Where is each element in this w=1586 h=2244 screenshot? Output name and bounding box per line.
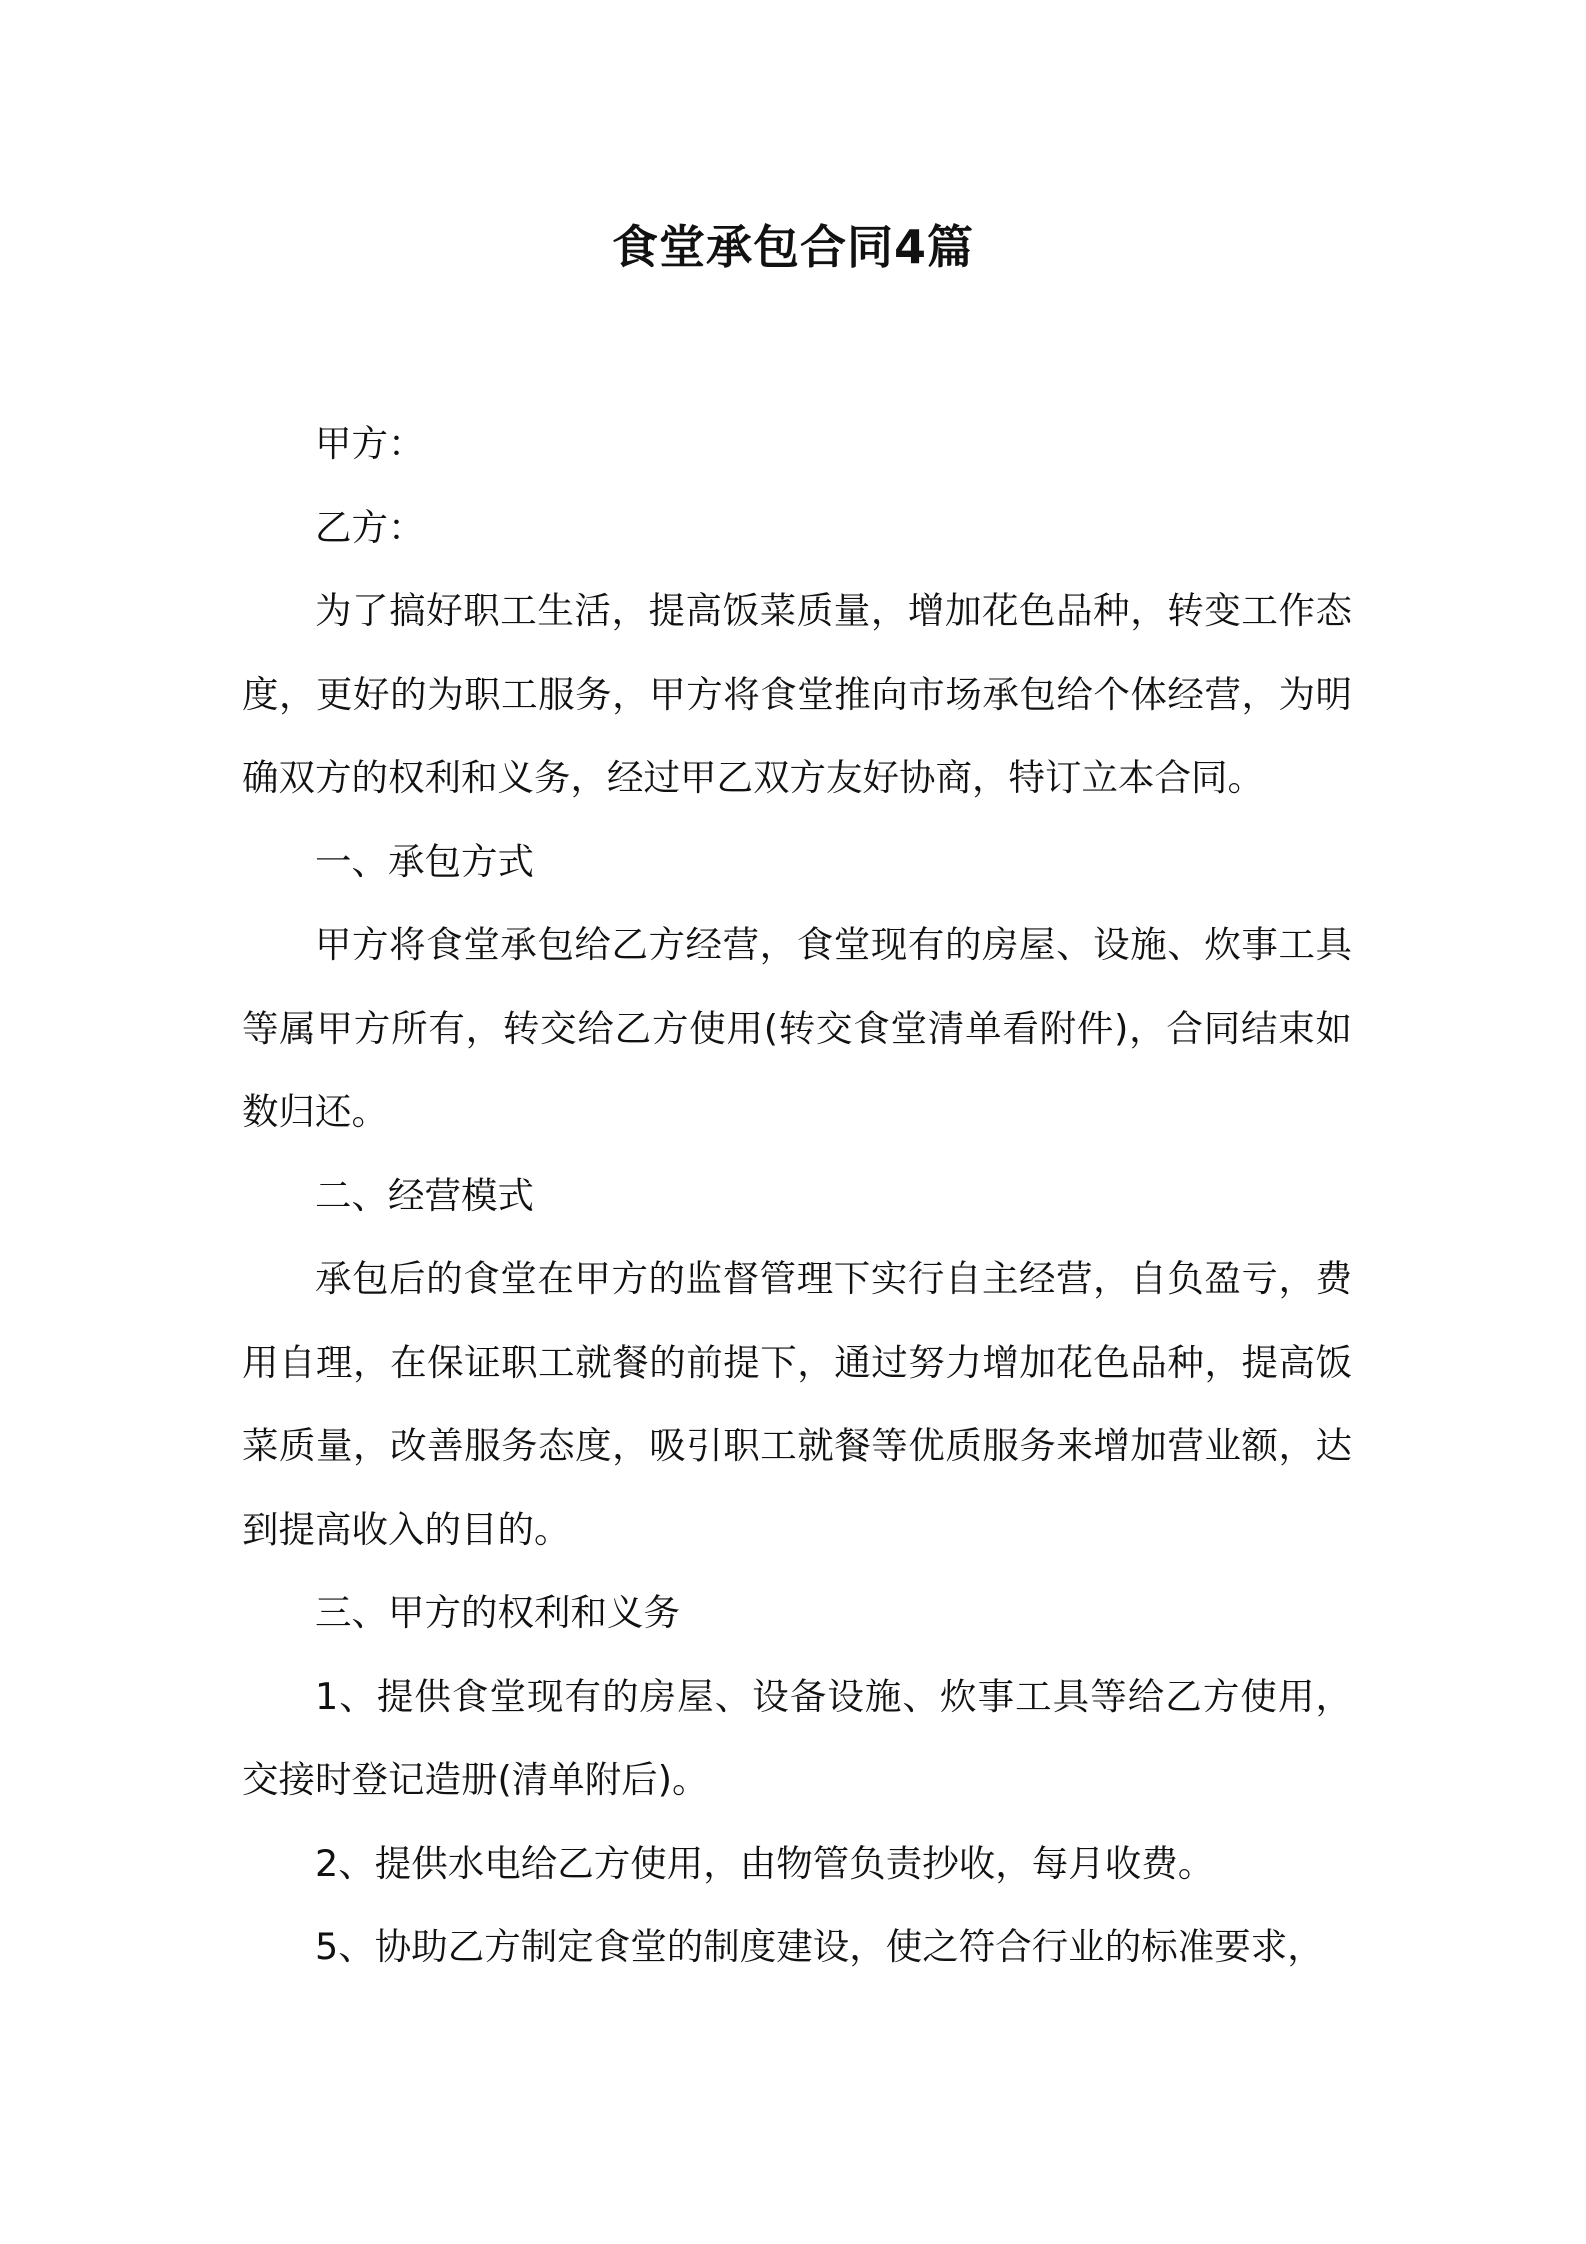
contract-method-paragraph: 甲方将食堂承包给乙方经营，食堂现有的房屋、设施、炊事工具等属甲方所有，转交给乙方使用(转交食堂清单看附件)，合同结束如数归还。 bbox=[242, 923, 1352, 1133]
section-heading-operation-mode: 二、经营模式 bbox=[315, 1173, 534, 1217]
clause-1-paragraph: 1、提供食堂现有的房屋、设备设施、炊事工具等给乙方使用，交接时登记造册(清单附后)。 bbox=[242, 1674, 1352, 1801]
section-heading-contract-method: 一、承包方式 bbox=[315, 839, 534, 883]
section-heading-party-a-rights: 三、甲方的权利和义务 bbox=[315, 1591, 680, 1634]
document-body bbox=[242, 402, 1352, 1989]
clause-5-paragraph: 5、协助乙方制定食堂的制度建设，使之符合行业的标准要求， bbox=[315, 1925, 1324, 1968]
party-a-line: 甲方： bbox=[315, 422, 425, 465]
operation-mode-paragraph: 承包后的食堂在甲方的监督管理下实行自主经营，自负盈亏，费用自理，在保证职工就餐的前提下，通过努力增加花色品种，提高饭菜质量，改善服务态度，吸引职工就餐等优质服务来增加营业额，达到提高收入的目的。 bbox=[242, 1257, 1352, 1551]
clause-2-paragraph: 2、提供水电给乙方使用，由物管负责抄收，每月收费。 bbox=[315, 1841, 1215, 1885]
document-title: 食堂承包合同4篇 bbox=[611, 220, 974, 274]
preamble-paragraph: 为了搞好职工生活，提高饭菜质量，增加花色品种，转变工作态度，更好的为职工服务，甲方将食堂推向市场承包给个体经营，为明确双方的权利和义务，经过甲乙双方友好协商，特订立本合同。 bbox=[242, 589, 1352, 799]
party-b-line: 乙方： bbox=[315, 505, 425, 549]
